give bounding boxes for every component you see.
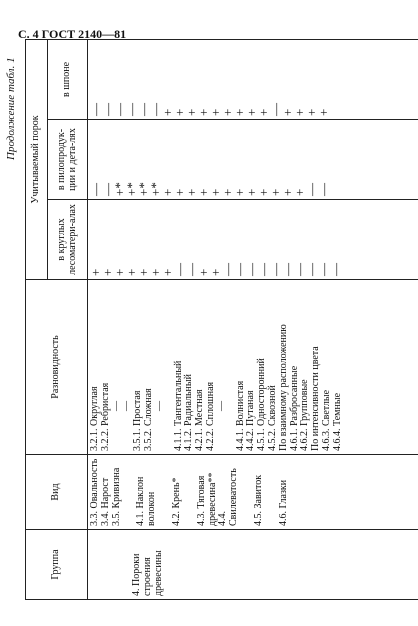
mark-veneer: +: [196, 108, 211, 116]
variety-dash-3: —: [153, 401, 165, 411]
col-type-header: Вид: [26, 455, 88, 530]
mark-veneer: —: [136, 103, 151, 116]
mark-round: +: [148, 268, 163, 276]
mark-sawn: —: [100, 183, 115, 196]
mark-sawn: +: [292, 188, 307, 196]
type-3-5: 3.5. Кривизна: [110, 467, 122, 526]
variety-3-2-2: 3.2.2. Ребристая: [99, 382, 111, 451]
col-round-header: в круглых лесоматери-алах: [48, 200, 88, 280]
sawn-marks-cell: [88, 120, 418, 200]
mark-sawn: +: [172, 188, 187, 196]
col-group-header: Группа: [26, 530, 88, 600]
mark-round: —: [184, 263, 199, 276]
type-4-1: 4.1. Наклон волокон: [135, 476, 158, 526]
variety-dash-1: —: [110, 401, 122, 411]
mark-veneer: +: [304, 108, 319, 116]
mark-sawn: +: [196, 188, 211, 196]
variety-subhead-position: По взаимному расположению: [277, 324, 289, 451]
variety-subhead-color: По интенсивности цвета: [310, 346, 322, 451]
mark-sawn: +*: [148, 182, 163, 196]
rotated-table-block: [5, 40, 418, 600]
mark-round: +: [136, 268, 151, 276]
mark-round: +: [124, 268, 139, 276]
variety-4-4-1: 4.4.1. Волнистая: [234, 380, 246, 451]
variety-4-4-2: 4.4.2. Путаная: [245, 390, 257, 451]
group-name: 4. Пороки строения древесины: [131, 550, 164, 596]
mark-round: —: [304, 263, 319, 276]
variety-4-5-1: 4.5.1. Односторонний: [256, 358, 268, 451]
mark-sawn: +: [268, 188, 283, 196]
mark-veneer: +: [220, 108, 235, 116]
mark-veneer: +: [316, 108, 331, 116]
col-variety-header: Разновидность: [26, 280, 88, 455]
mark-veneer: —: [88, 103, 103, 116]
mark-veneer: +: [172, 108, 187, 116]
type-3-3: 3.3. Овальность: [89, 458, 100, 526]
mark-sawn: +: [280, 188, 295, 196]
mark-sawn: +: [232, 188, 247, 196]
mark-round: +: [160, 268, 175, 276]
type-4-6: 4.6. Глазки: [277, 479, 289, 526]
variety-3-2-1: 3.2.1. Округлая: [89, 386, 100, 451]
mark-sawn: +*: [136, 182, 151, 196]
mark-round: —: [172, 263, 187, 276]
mark-round: +: [208, 268, 223, 276]
variety-cell: [88, 280, 418, 455]
variety-4-1-2: 4.1.2. Радиальный: [183, 374, 195, 451]
variety-dash-4: —: [215, 401, 227, 411]
table-caption: Продолжение табл. 1: [5, 57, 17, 160]
mark-round: +: [196, 268, 211, 276]
mark-round: —: [316, 263, 331, 276]
mark-veneer: +: [184, 108, 199, 116]
variety-4-6-2: 4.6.2. Групповые: [299, 379, 311, 451]
type-4-5: 4.5. Завиток: [252, 474, 264, 526]
mark-round: —: [232, 263, 247, 276]
mark-round: —: [328, 263, 343, 276]
variety-4-6-1: 4.6.1. Разбросанные: [288, 365, 300, 451]
type-4-2: 4.2. Крень*: [170, 477, 182, 526]
mark-round: +: [112, 268, 127, 276]
mark-sawn: +: [160, 188, 175, 196]
col-veneer-header: в шпоне: [48, 39, 88, 119]
mark-sawn: +: [220, 188, 235, 196]
mark-sawn: +*: [112, 182, 127, 196]
defects-table: [25, 39, 418, 600]
mark-round: +: [88, 268, 103, 276]
variety-4-1-1: 4.1.1. Тангентальный: [172, 360, 184, 451]
mark-veneer: —: [100, 103, 115, 116]
mark-round: —: [292, 263, 307, 276]
round-marks-cell: [88, 200, 418, 280]
mark-veneer: —: [124, 103, 139, 116]
variety-3-5-1: 3.5.1. Простая: [132, 390, 144, 451]
mark-sawn: +: [256, 188, 271, 196]
variety-4-5-2: 4.5.2. Сквозной: [266, 385, 278, 451]
mark-sawn: —: [316, 183, 331, 196]
mark-veneer: +: [160, 108, 175, 116]
variety-dash-2: —: [121, 401, 133, 411]
mark-sawn: —: [88, 183, 103, 196]
mark-veneer: +: [232, 108, 247, 116]
mark-round: —: [244, 263, 259, 276]
type-3-4: 3.4. Нарост: [99, 477, 111, 526]
mark-veneer: —: [148, 103, 163, 116]
veneer-marks-cell: [88, 39, 418, 119]
variety-4-6-3: 4.6.3. Светлые: [320, 389, 332, 451]
mark-sawn: +: [208, 188, 223, 196]
variety-4-2-2: 4.2.2. Сплошная: [204, 381, 216, 451]
mark-round: +: [100, 268, 115, 276]
mark-veneer: +: [244, 108, 259, 116]
mark-veneer: —: [112, 103, 127, 116]
mark-veneer: +: [256, 108, 271, 116]
mark-veneer: —: [268, 103, 283, 116]
page-header: С. 4 ГОСТ 2140—81: [18, 27, 127, 41]
mark-round: —: [256, 263, 271, 276]
group-cell: [88, 530, 418, 600]
mark-sawn: +*: [124, 182, 139, 196]
mark-veneer: +: [208, 108, 223, 116]
type-4-4: 4.4. Свилеватость: [217, 468, 240, 526]
mark-sawn: +: [244, 188, 259, 196]
mark-round: —: [268, 263, 283, 276]
mark-sawn: +: [184, 188, 199, 196]
variety-4-2-1: 4.2.1. Местная: [194, 389, 206, 451]
variety-4-6-4: 4.6.4. Темные: [331, 392, 343, 451]
col-sawn-header: в пилопродук-ции и дета-лях: [48, 120, 88, 200]
mark-sawn: —: [304, 183, 319, 196]
mark-round: —: [220, 263, 235, 276]
type-4-3: 4.3. Тяговая древесина**: [195, 472, 218, 526]
mark-veneer: +: [292, 108, 307, 116]
mark-round: —: [280, 263, 295, 276]
variety-3-5-2: 3.5.2. Сложная: [142, 388, 154, 451]
type-cell: [88, 455, 418, 530]
mark-veneer: +: [280, 108, 295, 116]
col-considered-header: Учитываемый порок: [26, 39, 48, 279]
